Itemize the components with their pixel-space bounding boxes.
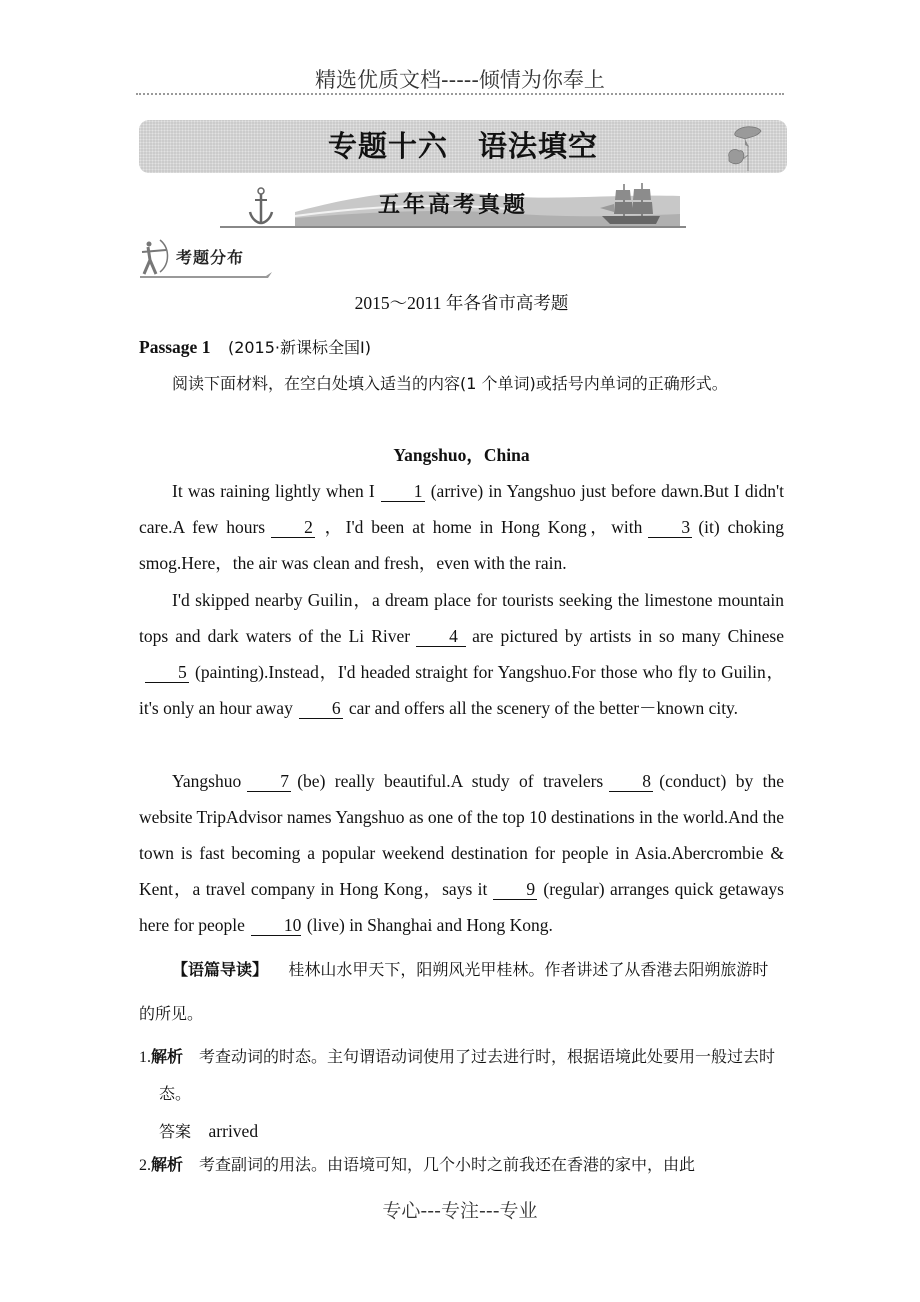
blank-3: 3 [648, 517, 692, 538]
exam-range [139, 285, 784, 321]
page-header: 精选优质文档-----倾情为你奉上 [315, 68, 605, 92]
passage-title-text: Yangshuo，China [393, 445, 530, 465]
answer-2-number: 2. [139, 1157, 151, 1174]
reading-guide [139, 948, 784, 1036]
section-banner [220, 182, 686, 228]
passage-instruction [139, 365, 784, 402]
blank-2: 2 [271, 517, 315, 538]
answer-label: 答案 [159, 1122, 192, 1141]
blank-1: 1 [381, 481, 425, 502]
exam-range-text: 2015～2011 年各省市高考题 [354, 293, 569, 313]
section-tag-label: 考题分布 [176, 248, 245, 267]
answer-1-number: 1. [139, 1049, 151, 1066]
p2-text: car and offers all the scenery of the better－known city. [348, 698, 739, 718]
p1-text: It was raining lightly when I [172, 481, 375, 501]
p3-text: (regular) arranges quick getaways here for people [139, 879, 784, 935]
analysis-label: 解析 [151, 1047, 184, 1066]
analysis-text: 考查副词的用法。由语境可知，几个小时之前我还在香港的家中，由此 [199, 1155, 696, 1174]
paragraph-1 [139, 473, 784, 581]
guide-text: 桂林山水甲天下，阳朔风光甲桂林。作者讲述了从香港去阳朔旅游时的所见。 [139, 960, 769, 1023]
p1-text: (arrive) in Yangshuo just before dawn.But I didn't care.A few hours [139, 481, 785, 537]
p1-text: ，I'd been at home in Hong Kong，with [321, 517, 643, 537]
blank-6: 6 [299, 698, 343, 719]
blank-4: 4 [416, 626, 466, 647]
section-banner-title: 五年高考真题 [377, 193, 528, 218]
section-banner-rule [220, 226, 686, 228]
answer-value: arrived [208, 1121, 259, 1141]
section-tag [140, 238, 272, 278]
blank-9: 9 [493, 879, 537, 900]
guide-label: 【语篇导读】 [172, 960, 269, 979]
instruction-text: 阅读下面材料，在空白处填入适当的内容(1 个单词)或括号内单词的正确形式。 [172, 374, 728, 393]
analysis-text: 考查动词的时态。主句谓语动词使用了过去进行时，根据语境此处要用一般过去时态。 [159, 1047, 776, 1103]
p2-text: (painting).Instead，I'd headed straight for Yangshuo.For those who fly to Guilin，it's only an hour away [139, 662, 784, 718]
paragraph-3 [139, 763, 784, 943]
blank-5: 5 [145, 662, 189, 683]
blank-7: 7 [247, 771, 291, 792]
topic-title: 专题十六 语法填空 [327, 129, 598, 163]
p3-text: Yangshuo [172, 771, 242, 791]
header-divider [136, 93, 784, 95]
p2-text: I'd skipped nearby Guilin，a dream place for tourists seeking the limestone mountain tops and dark waters of the Li River [139, 590, 784, 646]
p3-text: (be) really beautiful.A study of travelers [297, 771, 604, 791]
passage-title [139, 437, 784, 473]
passage-label: Passage 1 [139, 337, 211, 357]
answer-1 [139, 1039, 784, 1150]
paragraph-2 [139, 582, 784, 726]
answer-2 [139, 1147, 784, 1184]
blank-10: 10 [251, 915, 301, 936]
p3-text: (conduct) by the website TripAdvisor names Yangshuo as one of the top 10 destinations in the world.And the town is fast becoming a popular weekend destination for people in Asia.Abercrombie & Kent，a travel company in Hong Kong，says it [139, 771, 784, 899]
passage-source: (2015·新课标全国Ⅰ) [227, 338, 371, 357]
p1-text: (it) choking smog.Here，the air was clean and fresh，even with the rain. [139, 517, 784, 573]
page-footer: 专心---专注---专业 [382, 1200, 538, 1222]
topic-banner [139, 120, 787, 173]
blank-8: 8 [609, 771, 653, 792]
flower-icon [721, 123, 767, 173]
analysis-label: 解析 [151, 1155, 184, 1174]
p3-text: (live) in Shanghai and Hong Kong. [306, 915, 553, 935]
p2-text: are pictured by artists in so many Chinese [472, 626, 784, 646]
ship-icon [598, 182, 662, 226]
passage-heading [139, 329, 784, 366]
